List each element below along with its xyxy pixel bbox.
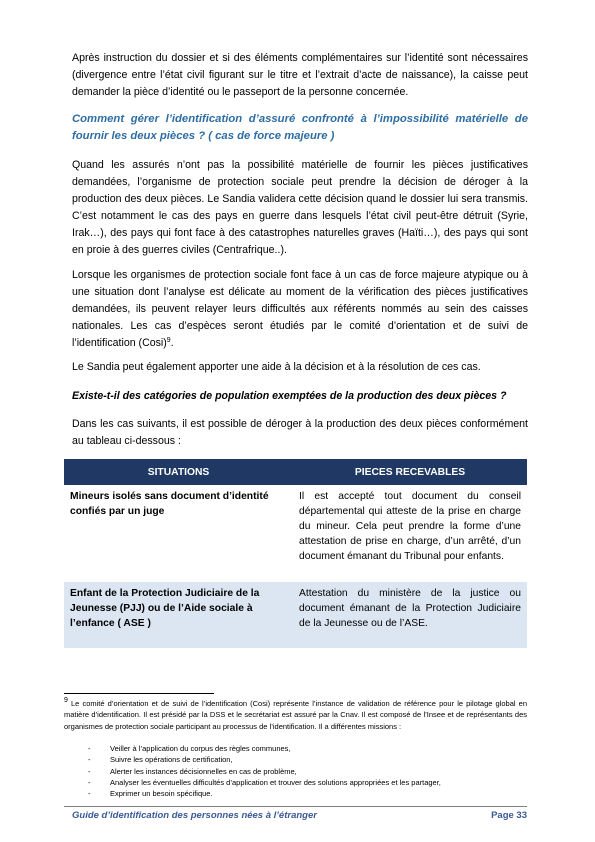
paragraph-text-main: Lorsque les organismes de protection sociale font face à un cas de force majeure atypique ou à une situation dont l’analyse est délicate au moment de la vérification des pièces justificatives demandées, ils peuvent relayer leurs difficultés aux référents nommés au sein des caisses nationales. Les cas d’espèces seront étudiés par le comité d’orientation et de suivi de l’identification (Cosi)	[72, 269, 528, 349]
table-row	[64, 582, 527, 648]
table-cell-situation: Enfant de la Protection Judiciaire de la Jeunesse (PJJ) ou de l’Aide sociale à l’enfance ( ASE )	[64, 582, 293, 648]
bullet-dash: -	[88, 755, 91, 765]
table-header-situations: SITUATIONS	[64, 459, 293, 485]
paragraph-table-intro	[72, 416, 528, 450]
list-item	[88, 754, 528, 765]
bullet-dash: -	[88, 744, 91, 753]
section-heading-force-majeure: Comment gérer l’identification d’assuré confronté à l’impossibilité matérielle de fournir les deux pièces ? ( cas de force majeure )	[72, 113, 528, 142]
bullet-dash: -	[88, 766, 91, 776]
footnote-missions-list	[88, 743, 528, 799]
table-header-row	[64, 459, 527, 485]
table-cell-pieces: Il est accepté tout document du conseil départemental qui atteste de la prise en charge du mineur. Cela peut prendre la forme d’une attestation de prise en charge, d’un arrêté, d’un document émanant du Tribunal pour enfants.	[293, 485, 527, 582]
section-heading-exemptions: Existe-t-il des catégories de population exemptées de la production des deux pièces ?	[72, 390, 507, 402]
paragraph-force-majeure	[72, 157, 528, 258]
list-item	[88, 743, 528, 754]
footer-page-number: Page 33	[491, 810, 527, 821]
paragraph-text: Après instruction du dossier et si des éléments complémentaires sur l’identité sont nécessaires (divergence entre l’état civil figurant sur le titre et l’extrait d’acte de naissance), la caisse peut demander la pièce d’identité ou le passeport de la personne concernée.	[72, 52, 528, 98]
footnote-body: Le comité d’orientation et de suivi de l’identification (Cosi) représente l’instance de validation de référence pour le pilotage global en matière d’identification. Il est présidé par la DSS et le secrétariat est assuré par la Cnav. Il est composé de l’Insee et de représentants des organismes de protection sociale participant au processus de l’identification. Il a différentes missions :	[64, 699, 527, 731]
list-item	[88, 766, 528, 777]
situations-table	[64, 459, 527, 648]
footnote	[64, 698, 527, 732]
footnote-number: 9	[64, 697, 68, 704]
footer-separator	[64, 806, 527, 807]
bullet-dash: -	[88, 777, 91, 787]
table-row	[64, 485, 527, 582]
paragraph-text	[72, 267, 528, 352]
footnote-reference: 9	[166, 336, 171, 344]
bullet-dash: -	[88, 789, 91, 799]
table-cell-situation: Mineurs isolés sans document d’identité confiés par un juge	[64, 485, 293, 582]
paragraph-sandia	[72, 359, 528, 376]
paragraph-text-end: .	[170, 336, 174, 349]
list-item-text: Analyser les éventuelles difficultés d’application et trouver des solutions appropriées et les partager,	[110, 777, 441, 787]
table-cell-pieces: Attestation du ministère de la justice ou document émanant de la Protection Judiciaire de la Jeunesse ou de l’ASE.	[293, 582, 527, 648]
paragraph-text: Quand les assurés n’ont pas la possibilité matérielle de fournir les pièces justificatives demandées, l’organisme de protection sociale peut prendre la décision de déroger à la production des deux pièces. Le Sandia validera cette décision quand le dossier lui sera transmis. C’est notamment le cas des pays en guerre dans lesquels l’état civil peut-être détruit (Syrie, Irak…), des pays qui font face à des catastrophes naturelles graves (Haïti…), des pays qui sont en proie à des guerres civiles (Centrafrique..).	[72, 159, 528, 256]
paragraph-text: Le Sandia peut également apporter une aide à la décision et à la résolution de ces cas.	[72, 361, 481, 373]
paragraph-text: Dans les cas suivants, il est possible de déroger à la production des deux pièces conformément au tableau ci-dessous :	[72, 418, 528, 447]
paragraph-intro	[72, 50, 528, 101]
list-item-text: Suivre les opérations de certification,	[110, 755, 233, 765]
table-header-pieces: PIECES RECEVABLES	[293, 459, 527, 485]
footnote-separator	[64, 693, 214, 694]
list-item-text: Alerter les instances décisionnelles en cas de problème,	[110, 766, 297, 776]
list-item-text: Veiller à l’application du corpus des règles communes,	[110, 744, 291, 753]
list-item-text: Exprimer un besoin spécifique.	[110, 789, 213, 799]
list-item	[88, 777, 528, 788]
list-item	[88, 788, 528, 799]
paragraph-cosi	[72, 267, 528, 352]
footer-document-title: Guide d’identification des personnes nées à l’étranger	[72, 810, 317, 821]
footnote-text	[64, 698, 527, 732]
